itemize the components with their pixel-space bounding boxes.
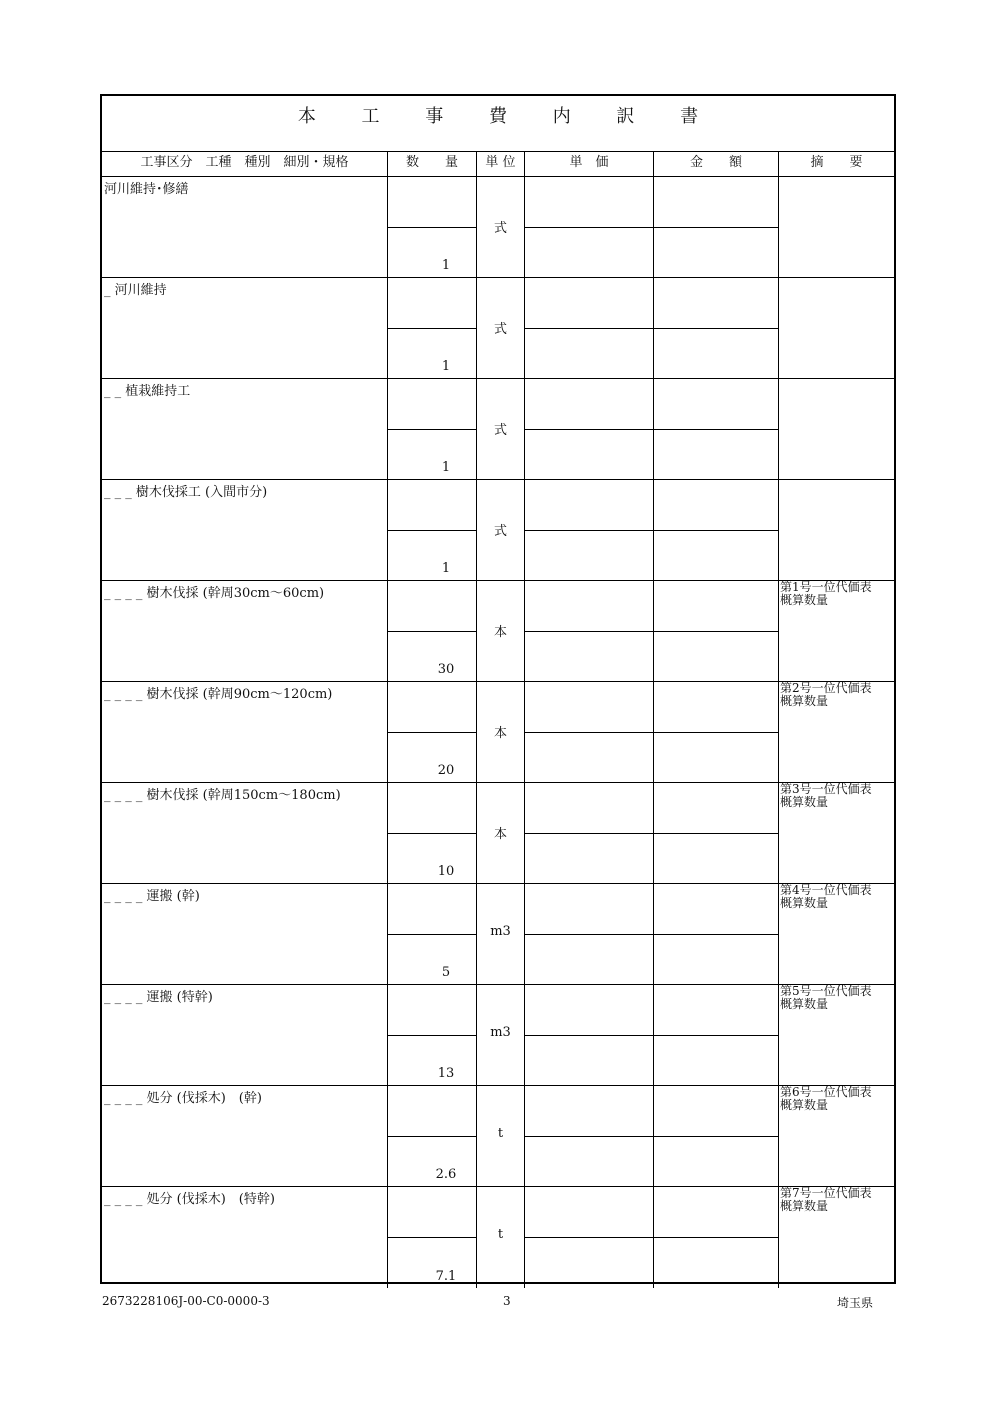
table-row <box>102 985 894 1086</box>
remarks-line-2: 概算数量 <box>780 694 829 708</box>
unit-price-cell <box>525 682 654 782</box>
unit-price-cell <box>525 581 654 681</box>
cell-divider <box>654 1237 778 1238</box>
remarks-line-2: 概算数量 <box>780 896 829 910</box>
table-header <box>102 152 894 177</box>
cell-divider <box>388 530 476 531</box>
item-name: _ _ _ _ 樹木伐採 (幹周30cm～60cm) <box>102 581 388 681</box>
remarks-line-1: 第6号一位代価表 <box>780 1085 872 1099</box>
remarks-cell <box>779 581 894 681</box>
cell-divider <box>388 1136 476 1137</box>
remarks-line-2: 概算数量 <box>780 1199 829 1213</box>
cell-divider <box>525 1237 653 1238</box>
amount-cell <box>654 581 779 681</box>
cell-divider <box>654 934 778 935</box>
unit-value: 本 <box>493 827 507 842</box>
cell-divider <box>654 530 778 531</box>
estimate-sheet <box>100 94 896 1284</box>
item-name: _ _ _ _ 運搬 (幹) <box>102 884 388 984</box>
cell-divider <box>525 1136 653 1137</box>
header-name: 工事区分 工種 種別 細別・規格 <box>102 152 388 176</box>
cell-divider <box>525 1035 653 1036</box>
unit-cell <box>477 985 525 1085</box>
cell-divider <box>654 833 778 834</box>
remarks-cell <box>779 278 894 378</box>
table-row <box>102 379 894 480</box>
unit-value: m3 <box>490 924 511 939</box>
quantity-cell <box>388 884 477 984</box>
item-name: _ _ _ _ 樹木伐採 (幹周90cm～120cm) <box>102 682 388 782</box>
item-name: _ _ _ _ 処分 (伐採木) (特幹) <box>102 1187 388 1288</box>
document-code: 2673228106J-00-C0-0000-3 <box>102 1294 270 1308</box>
remarks-line-2: 概算数量 <box>780 997 829 1011</box>
amount-cell <box>654 278 779 378</box>
table-row <box>102 278 894 379</box>
quantity-cell <box>388 177 477 277</box>
remarks-line-1: 第5号一位代価表 <box>780 984 872 998</box>
table-row <box>102 1187 894 1288</box>
cell-divider <box>388 732 476 733</box>
unit-cell <box>477 682 525 782</box>
item-name: 河川維持･修繕 <box>102 177 388 277</box>
table-row <box>102 1086 894 1187</box>
item-name: _ _ _ _ 運搬 (特幹) <box>102 985 388 1085</box>
amount-cell <box>654 884 779 984</box>
unit-price-cell <box>525 177 654 277</box>
remarks-line-1: 第1号一位代価表 <box>780 580 872 594</box>
item-name: _ 河川維持 <box>102 278 388 378</box>
remarks-cell <box>779 884 894 984</box>
remarks-cell <box>779 480 894 580</box>
issuer-name: 埼玉県 <box>837 1296 874 1310</box>
page-number: 3 <box>503 1294 511 1308</box>
remarks-line-1: 第3号一位代価表 <box>780 782 872 796</box>
item-name: _ _ _ _ 処分 (伐採木) (幹) <box>102 1086 388 1186</box>
quantity-cell <box>388 985 477 1085</box>
header-note: 摘 要 <box>810 155 863 170</box>
unit-cell <box>477 177 525 277</box>
remarks-line-2: 概算数量 <box>780 1098 829 1112</box>
unit-price-cell <box>525 985 654 1085</box>
quantity-value: 30 <box>437 662 455 677</box>
unit-price-cell <box>525 884 654 984</box>
unit-value: 本 <box>493 625 507 640</box>
amount-cell <box>654 1086 779 1186</box>
remarks-line-1: 第4号一位代価表 <box>780 883 872 897</box>
cell-divider <box>654 732 778 733</box>
amount-cell <box>654 379 779 479</box>
table-row <box>102 480 894 581</box>
unit-cell <box>477 379 525 479</box>
cell-divider <box>654 1136 778 1137</box>
table-row <box>102 177 894 278</box>
unit-value: t <box>497 1227 504 1242</box>
item-name: _ _ 植栽維持工 <box>102 379 388 479</box>
unit-price-cell <box>525 278 654 378</box>
cell-divider <box>525 227 653 228</box>
amount-cell <box>654 783 779 883</box>
unit-price-cell <box>525 1187 654 1288</box>
cell-divider <box>654 429 778 430</box>
remarks-cell <box>779 682 894 782</box>
quantity-value: 5 <box>441 965 451 980</box>
quantity-cell <box>388 1086 477 1186</box>
amount-cell <box>654 682 779 782</box>
quantity-cell <box>388 581 477 681</box>
unit-value: 式 <box>493 423 507 438</box>
unit-cell <box>477 480 525 580</box>
document-title: 本 工 事 費 内 訳 書 <box>297 106 719 127</box>
cell-divider <box>654 227 778 228</box>
cell-divider <box>388 1035 476 1036</box>
cell-divider <box>525 530 653 531</box>
cell-divider <box>525 934 653 935</box>
unit-value: 式 <box>493 524 507 539</box>
cell-divider <box>388 833 476 834</box>
remarks-line-1: 第2号一位代価表 <box>780 681 872 695</box>
remarks-line-2: 概算数量 <box>780 795 829 809</box>
amount-cell <box>654 480 779 580</box>
quantity-cell <box>388 783 477 883</box>
remarks-cell <box>779 783 894 883</box>
unit-cell <box>477 783 525 883</box>
cell-divider <box>388 631 476 632</box>
unit-price-cell <box>525 379 654 479</box>
unit-price-cell <box>525 783 654 883</box>
cell-divider <box>525 833 653 834</box>
remarks-cell <box>779 1086 894 1186</box>
quantity-value: 1 <box>441 561 451 576</box>
quantity-value: 1 <box>441 460 451 475</box>
remarks-line-1: 第7号一位代価表 <box>780 1186 872 1200</box>
unit-cell <box>477 581 525 681</box>
cell-divider <box>525 328 653 329</box>
item-name: _ _ _ 樹木伐採工 (入間市分) <box>102 480 388 580</box>
header-price: 単 価 <box>525 152 654 176</box>
cell-divider <box>388 934 476 935</box>
amount-cell <box>654 1187 779 1288</box>
unit-value: m3 <box>490 1025 511 1040</box>
remarks-cell <box>779 379 894 479</box>
amount-cell <box>654 985 779 1085</box>
unit-value: t <box>497 1126 504 1141</box>
unit-cell <box>477 884 525 984</box>
table-body <box>102 177 894 1288</box>
quantity-value: 1 <box>441 359 451 374</box>
header-unit: 単 位 <box>477 152 525 176</box>
amount-cell <box>654 177 779 277</box>
table-row <box>102 682 894 783</box>
cell-divider <box>388 1237 476 1238</box>
cell-divider <box>525 429 653 430</box>
cell-divider <box>654 631 778 632</box>
table-row <box>102 884 894 985</box>
quantity-cell <box>388 682 477 782</box>
cell-divider <box>388 227 476 228</box>
quantity-value: 2.6 <box>435 1167 457 1182</box>
remarks-cell <box>779 177 894 277</box>
title-box <box>102 96 894 152</box>
unit-price-cell <box>525 480 654 580</box>
quantity-cell <box>388 480 477 580</box>
remarks-line-2: 概算数量 <box>780 593 829 607</box>
unit-value: 式 <box>493 322 507 337</box>
cell-divider <box>525 631 653 632</box>
quantity-value: 13 <box>437 1066 455 1081</box>
unit-value: 式 <box>493 221 507 236</box>
unit-cell <box>477 1187 525 1288</box>
table-row <box>102 581 894 682</box>
remarks-cell <box>779 1187 894 1288</box>
header-amount: 金 額 <box>654 152 779 176</box>
quantity-value: 20 <box>437 763 455 778</box>
table-row <box>102 783 894 884</box>
unit-value: 本 <box>493 726 507 741</box>
item-name: _ _ _ _ 樹木伐採 (幹周150cm～180cm) <box>102 783 388 883</box>
cell-divider <box>654 328 778 329</box>
cell-divider <box>388 328 476 329</box>
quantity-value: 1 <box>441 258 451 273</box>
quantity-value: 10 <box>437 864 455 879</box>
cell-divider <box>388 429 476 430</box>
unit-cell <box>477 1086 525 1186</box>
quantity-cell <box>388 379 477 479</box>
cell-divider <box>525 732 653 733</box>
remarks-cell <box>779 985 894 1085</box>
unit-price-cell <box>525 1086 654 1186</box>
unit-cell <box>477 278 525 378</box>
cell-divider <box>654 1035 778 1036</box>
quantity-value: 7.1 <box>435 1269 457 1284</box>
quantity-cell <box>388 278 477 378</box>
header-qty: 数 量 <box>388 152 477 176</box>
quantity-cell <box>388 1187 477 1288</box>
